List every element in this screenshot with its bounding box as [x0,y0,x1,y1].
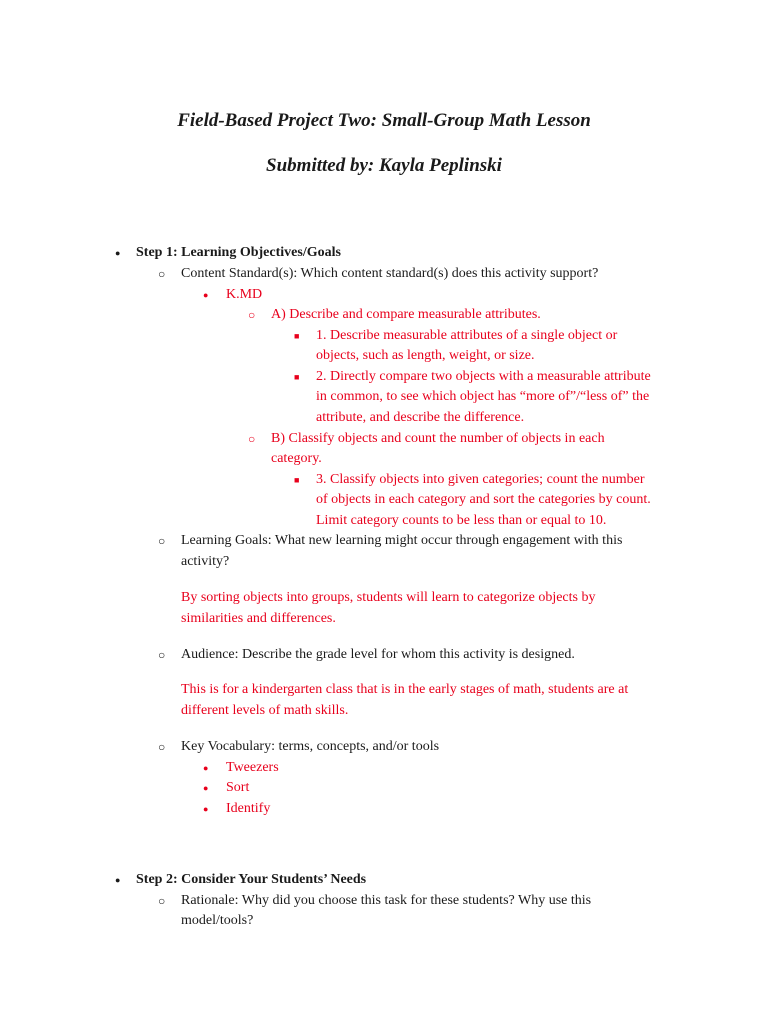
item2-line1: 2. Directly compare two objects with a measurable attribute [316,369,651,384]
audience-answer-line2: different levels of math skills. [181,703,349,718]
bullet-circle: ○ [248,308,256,322]
step2-heading: Step 2: Consider Your Students’ Needs [136,872,367,887]
bullet-disc: ● [115,875,121,885]
bullet-square: ■ [294,372,300,382]
bullet-circle: ○ [158,648,166,662]
rationale-prompt-line1: Rationale: Why did you choose this task for these students? Why use this [181,893,592,908]
item2-line2: in common, to see which object has “more of”/“less of” the [316,389,650,404]
document-title: Field-Based Project Two: Small-Group Math Lesson [177,110,591,131]
audience-prompt: Audience: Describe the grade level for whom this activity is designed. [181,647,575,662]
vocab-item: Identify [226,801,271,816]
vocab-item: Tweezers [226,760,279,775]
bullet-disc: ● [203,804,209,814]
vocab-item: Sort [226,780,250,795]
learning-goals-answer-line1: By sorting objects into groups, students will learn to categorize objects by [181,590,596,605]
learning-goals-prompt-line1: Learning Goals: What new learning might occur through engagement with this [181,533,623,548]
bullet-circle: ○ [158,894,166,908]
item1-line2: objects, such as length, weight, or size. [316,348,535,363]
cluster-b-line2: category. [271,451,322,466]
item1-line1: 1. Describe measurable attributes of a single object or [316,328,618,343]
bullet-square: ■ [294,331,300,341]
bullet-disc: ● [115,248,121,258]
bullet-circle: ○ [158,267,166,281]
submitted-by: Submitted by: Kayla Peplinski [266,155,502,176]
cluster-b-line1: B) Classify objects and count the number of objects in each [271,431,605,446]
bullet-square: ■ [294,475,300,485]
standard-code: K.MD [226,287,263,302]
bullet-circle: ○ [158,740,166,754]
bullet-disc: ● [203,783,209,793]
item3-line2: of objects in each category and sort the categories by count. [316,492,651,507]
cluster-a: A) Describe and compare measurable attributes. [271,307,541,322]
content-standard-prompt: Content Standard(s): Which content standard(s) does this activity support? [181,266,599,281]
rationale-prompt-line2: model/tools? [181,913,254,928]
bullet-circle: ○ [158,534,166,548]
bullet-disc: ● [203,763,209,773]
audience-answer-line1: This is for a kindergarten class that is in the early stages of math, students are at [181,682,629,697]
step1-heading: Step 1: Learning Objectives/Goals [136,245,341,260]
learning-goals-answer-line2: similarities and differences. [181,611,336,626]
bullet-circle: ○ [248,432,256,446]
vocab-prompt: Key Vocabulary: terms, concepts, and/or tools [181,739,440,754]
learning-goals-prompt-line2: activity? [181,554,230,569]
item3-line1: 3. Classify objects into given categories; count the number [316,472,645,487]
item3-line3: Limit category counts to be less than or equal to 10. [316,513,607,528]
item2-line3: attribute, and describe the difference. [316,410,525,425]
bullet-disc: ● [203,290,209,300]
